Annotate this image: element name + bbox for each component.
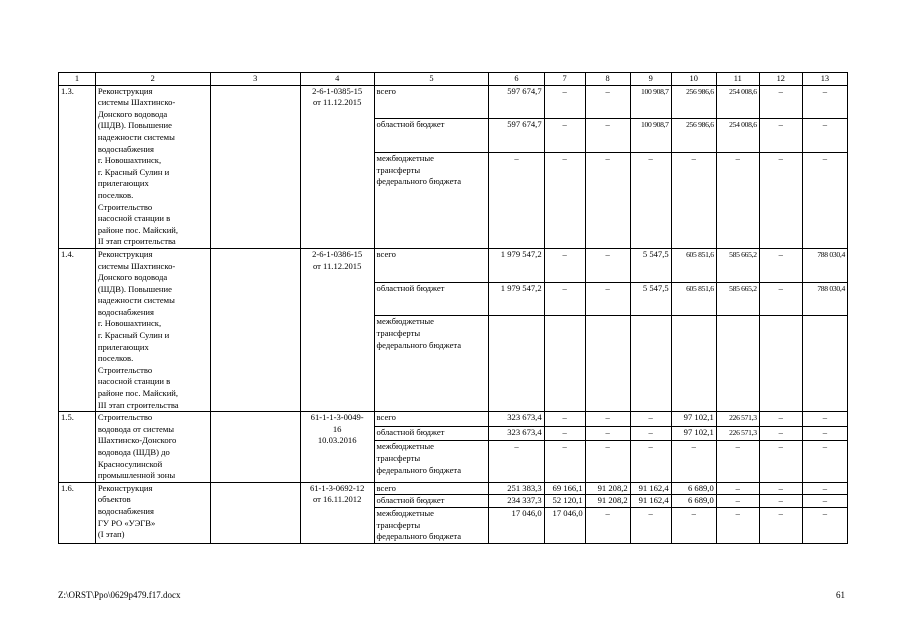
funding-source-line: трансферты: [376, 164, 421, 175]
row-number: 1.6.: [59, 482, 96, 543]
value-cell-col-10: 605 851,6: [671, 248, 716, 282]
funding-source-line: федерального бюджета: [376, 464, 462, 475]
funding-source-line: федерального бюджета: [376, 176, 462, 187]
column-header-9: 9: [630, 73, 671, 86]
value-cell-col-7: –: [544, 282, 585, 316]
table-row: [59, 248, 848, 282]
column-header-1: 1: [59, 73, 96, 86]
column-3-cell: [210, 482, 300, 543]
document-reference-line: 61-1-3-0692-12: [309, 482, 365, 493]
value-cell-col-8: –: [585, 426, 630, 441]
value-cell-col-11: –: [716, 441, 759, 482]
value-cell-col-10: –: [671, 507, 716, 543]
value-cell-col-8: –: [585, 248, 630, 282]
value-cell-col-8: –: [585, 85, 630, 119]
row-number: 1.5.: [59, 412, 96, 483]
funding-source: [374, 282, 489, 316]
value-cell-col-9: –: [630, 441, 671, 482]
value-cell-col-10: 6 689,0: [671, 495, 716, 508]
value-cell-col-8: –: [585, 153, 630, 249]
object-name-line: системы Шахтинско-: [97, 260, 176, 271]
object-name-line: водовода (ШДВ) до: [97, 447, 170, 457]
column-header-2: 2: [95, 73, 210, 86]
object-name-line: III этап строительства: [97, 399, 179, 410]
value-cell-col-8: –: [585, 282, 630, 316]
value-cell-col-9: 100 908,7: [630, 85, 671, 119]
table-row: [59, 412, 848, 427]
value-cell-col-6: –: [489, 153, 544, 249]
value-cell-col-9: –: [630, 507, 671, 543]
value-cell-col-11: 254 008,6: [716, 119, 759, 153]
object-name-line: Реконструкция: [97, 248, 153, 259]
object-name-line: водовода от системы: [97, 423, 175, 434]
value-cell-col-10: 256 986,6: [671, 85, 716, 119]
value-cell-col-12: –: [759, 482, 802, 495]
value-cell-col-8: –: [585, 412, 630, 427]
funding-source-line: всего: [376, 248, 396, 259]
value-cell-col-11: –: [716, 482, 759, 495]
value-cell-col-6: [489, 316, 544, 412]
funding-source: [374, 119, 489, 153]
document-reference-line: от 11.12.2015: [312, 260, 362, 271]
object-name-line: водоснабжения: [97, 306, 154, 317]
value-cell-col-6: 17 046,0: [489, 507, 544, 543]
value-cell-col-7: 69 166,1: [544, 482, 585, 495]
object-name-line: водоснабжения: [97, 143, 154, 154]
value-cell-col-13: –: [802, 85, 847, 119]
funding-source-line: областной бюджет: [376, 119, 445, 130]
column-header-5: 5: [374, 73, 489, 86]
funding-source-line: трансферты: [376, 327, 421, 338]
column-header-8: 8: [585, 73, 630, 86]
table-row: [59, 482, 848, 495]
column-header-4: 4: [300, 73, 374, 86]
value-cell-col-9: 5 547,5: [630, 248, 671, 282]
funding-source-line: межбюджетные: [376, 507, 434, 518]
object-name: [95, 482, 210, 543]
value-cell-col-9: –: [630, 412, 671, 427]
funding-source-line: всего: [376, 482, 396, 493]
row-number: 1.4.: [59, 248, 96, 411]
value-cell-col-9: [630, 316, 671, 412]
value-cell-col-12: –: [759, 119, 802, 153]
value-cell-col-10: 605 851,6: [671, 282, 716, 316]
value-cell-col-7: –: [544, 426, 585, 441]
value-cell-col-11: 226 571,3: [716, 426, 759, 441]
value-cell-col-6: 234 337,3: [489, 495, 544, 508]
value-cell-col-9: 91 162,4: [630, 495, 671, 508]
column-header-7: 7: [544, 73, 585, 86]
funding-source: [374, 507, 489, 543]
column-header-row: [59, 73, 848, 86]
value-cell-col-8: –: [585, 119, 630, 153]
row-number: 1.3.: [59, 85, 96, 248]
value-cell-col-13: –: [802, 119, 847, 153]
value-cell-col-10: 6 689,0: [671, 482, 716, 495]
object-name-line: г. Новошахтинск,: [97, 318, 162, 329]
value-cell-col-12: –: [759, 412, 802, 427]
object-name-line: водоснабжения: [97, 505, 154, 516]
table-body: [59, 73, 848, 544]
funding-source-line: межбюджетные: [376, 153, 434, 164]
funding-source: [374, 412, 489, 427]
object-name-line: Красносулинской: [97, 458, 163, 469]
document-reference: [300, 482, 374, 543]
value-cell-col-12: –: [759, 507, 802, 543]
value-cell-col-13: 788 030,4: [802, 282, 847, 316]
funding-source-line: межбюджетные: [376, 441, 434, 452]
value-cell-col-6: 1 979 547,2: [489, 248, 544, 282]
object-name-line: г. Красный Сулин и: [97, 330, 170, 341]
value-cell-col-11: 585 665,2: [716, 282, 759, 316]
value-cell-col-9: –: [630, 153, 671, 249]
value-cell-col-7: 52 120,1: [544, 495, 585, 508]
column-header-11: 11: [716, 73, 759, 86]
value-cell-col-7: 17 046,0: [544, 507, 585, 543]
value-cell-col-12: –: [759, 441, 802, 482]
funding-source-line: трансферты: [376, 519, 421, 530]
funding-source-line: областной бюджет: [376, 282, 445, 293]
value-cell-col-13: –: [802, 482, 847, 495]
column-3-cell: [210, 248, 300, 411]
value-cell-col-6: 1 979 547,2: [489, 282, 544, 316]
value-cell-col-12: –: [759, 248, 802, 282]
funding-source: [374, 441, 489, 482]
column-3-cell: [210, 412, 300, 483]
value-cell-col-11: 254 008,6: [716, 85, 759, 119]
value-cell-col-10: –: [671, 441, 716, 482]
document-reference-line: 16: [332, 423, 342, 434]
value-cell-col-13: –: [802, 412, 847, 427]
value-cell-col-8: –: [585, 507, 630, 543]
object-name-line: Донского водовода: [97, 108, 168, 119]
value-cell-col-12: –: [759, 85, 802, 119]
object-name-line: системы Шахтинско-: [97, 97, 176, 108]
object-name-line: (I этап): [97, 529, 125, 540]
value-cell-col-12: [759, 316, 802, 412]
value-cell-col-6: 597 674,7: [489, 119, 544, 153]
document-path: Z:\ORST\Ppo\0629p479.f17.docx: [58, 590, 181, 600]
table-row: [59, 85, 848, 119]
object-name: [95, 85, 210, 248]
object-name-line: г. Новошахтинск,: [97, 155, 162, 166]
object-name-line: (ШДВ). Повышение: [97, 120, 172, 131]
value-cell-col-11: 226 571,3: [716, 412, 759, 427]
object-name-line: прилегающих: [97, 178, 149, 189]
value-cell-col-10: [671, 316, 716, 412]
value-cell-col-12: –: [759, 495, 802, 508]
budget-table: [58, 72, 848, 544]
object-name-line: Строительство: [97, 364, 153, 375]
object-name-line: надежности системы: [97, 131, 175, 142]
value-cell-col-13: –: [802, 507, 847, 543]
page-number: 61: [836, 590, 845, 600]
object-name-line: Реконструкция: [97, 482, 153, 493]
value-cell-col-11: [716, 316, 759, 412]
value-cell-col-12: –: [759, 282, 802, 316]
value-cell-col-10: 256 986,6: [671, 119, 716, 153]
value-cell-col-11: 585 665,2: [716, 248, 759, 282]
value-cell-col-10: 97 102,1: [671, 412, 716, 427]
funding-source-line: областной бюджет: [376, 426, 445, 437]
value-cell-col-7: –: [544, 85, 585, 119]
value-cell-col-12: –: [759, 153, 802, 249]
object-name-line: (ШДВ). Повышение: [97, 283, 172, 294]
value-cell-col-7: –: [544, 248, 585, 282]
object-name-line: поселков.: [97, 353, 134, 364]
value-cell-col-7: [544, 316, 585, 412]
column-header-6: 6: [489, 73, 544, 86]
value-cell-col-7: –: [544, 153, 585, 249]
value-cell-col-8: [585, 316, 630, 412]
value-cell-col-7: –: [544, 119, 585, 153]
object-name-line: Реконструкция: [97, 85, 153, 96]
value-cell-col-9: –: [630, 426, 671, 441]
funding-source: [374, 495, 489, 508]
column-header-13: 13: [802, 73, 847, 86]
value-cell-col-6: 323 673,4: [489, 426, 544, 441]
value-cell-col-13: –: [802, 153, 847, 249]
object-name-line: районе пос. Майский,: [97, 388, 179, 399]
value-cell-col-11: –: [716, 495, 759, 508]
value-cell-col-6: 323 673,4: [489, 412, 544, 427]
value-cell-col-8: 91 208,2: [585, 482, 630, 495]
object-name: [95, 412, 210, 483]
value-cell-col-9: 5 547,5: [630, 282, 671, 316]
funding-source: [374, 153, 489, 249]
object-name-line: Строительство: [97, 201, 153, 212]
document-reference: [300, 248, 374, 411]
object-name: [95, 248, 210, 411]
object-name-line: надежности системы: [97, 295, 175, 306]
value-cell-col-9: 100 908,7: [630, 119, 671, 153]
value-cell-col-8: 91 208,2: [585, 495, 630, 508]
funding-source: [374, 482, 489, 495]
funding-source-line: федерального бюджета: [376, 339, 462, 350]
value-cell-col-11: –: [716, 507, 759, 543]
object-name-line: районе пос. Майский,: [97, 224, 179, 235]
object-name-line: насосной станции в: [97, 376, 171, 387]
value-cell-col-13: –: [802, 441, 847, 482]
document-reference-line: 61-1-1-3-0049-: [310, 412, 364, 423]
object-name-line: объектов: [97, 494, 131, 505]
object-name-line: Строительство: [97, 412, 153, 423]
document-reference-line: от 16.11.2012: [312, 494, 362, 505]
value-cell-col-7: –: [544, 441, 585, 482]
document-reference-line: 2-6-1-0386-15: [312, 248, 363, 259]
value-cell-col-13: 788 030,4: [802, 248, 847, 282]
funding-source: [374, 426, 489, 441]
document-reference-line: от 11.12.2015: [312, 97, 362, 108]
column-header-10: 10: [671, 73, 716, 86]
funding-source-line: всего: [376, 85, 396, 96]
funding-source: [374, 85, 489, 119]
value-cell-col-7: –: [544, 412, 585, 427]
column-3-cell: [210, 85, 300, 248]
document-reference: [300, 85, 374, 248]
document-reference-line: 2-6-1-0385-15: [312, 85, 363, 96]
funding-source-line: всего: [376, 412, 396, 423]
object-name-line: поселков.: [97, 189, 134, 200]
value-cell-col-13: –: [802, 495, 847, 508]
value-cell-col-8: –: [585, 441, 630, 482]
funding-source-line: областной бюджет: [376, 495, 445, 506]
value-cell-col-6: –: [489, 441, 544, 482]
object-name-line: Донского водовода: [97, 272, 168, 283]
document-reference-line: 10.03.2016: [317, 435, 357, 446]
object-name-line: насосной станции в: [97, 213, 171, 224]
object-name-line: г. Красный Сулин и: [97, 166, 170, 177]
column-header-12: 12: [759, 73, 802, 86]
value-cell-col-12: –: [759, 426, 802, 441]
value-cell-col-11: –: [716, 153, 759, 249]
value-cell-col-13: –: [802, 426, 847, 441]
value-cell-col-10: 97 102,1: [671, 426, 716, 441]
object-name-line: Шахтинско-Донского: [97, 435, 177, 446]
funding-source: [374, 248, 489, 282]
value-cell-col-10: –: [671, 153, 716, 249]
funding-source-line: межбюджетные: [376, 316, 434, 327]
object-name-line: промышленной зоны: [97, 470, 176, 481]
column-header-3: 3: [210, 73, 300, 86]
funding-source: [374, 316, 489, 412]
object-name-line: II этап строительства: [97, 236, 176, 247]
funding-source-line: трансферты: [376, 452, 421, 463]
value-cell-col-9: 91 162,4: [630, 482, 671, 495]
value-cell-col-6: 251 383,3: [489, 482, 544, 495]
object-name-line: прилегающих: [97, 341, 149, 352]
funding-source-line: федерального бюджета: [376, 531, 462, 542]
value-cell-col-13: [802, 316, 847, 412]
value-cell-col-6: 597 674,7: [489, 85, 544, 119]
object-name-line: ГУ РО «УЭГВ»: [97, 517, 156, 528]
document-reference: [300, 412, 374, 483]
